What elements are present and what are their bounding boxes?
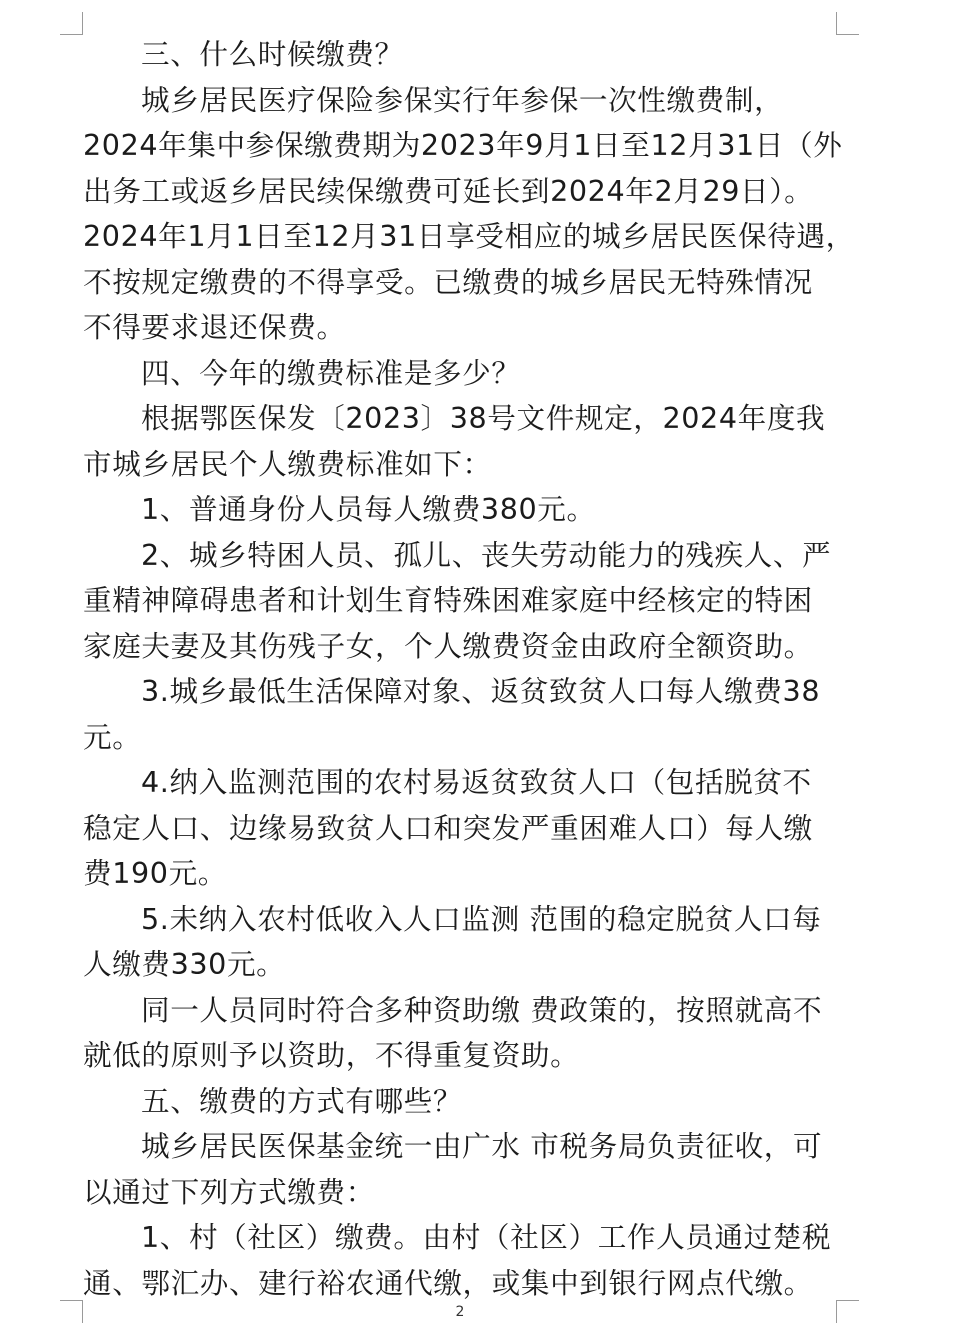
page-number: 2 — [455, 1304, 465, 1320]
paragraph-line: 就低的原则予以资助，不得重复资助。 — [83, 1038, 580, 1072]
paragraph-line: 出务工或返乡居民续保缴费可延长到2024年2月29日）。 — [83, 173, 814, 208]
paragraph-line: 家庭夫妻及其伤残子女，个人缴费资金由政府全额资助。 — [83, 628, 813, 663]
paragraph-line: 2024年集中参保缴费期为2023年9月1日至12月31日（外 — [83, 128, 843, 162]
paragraph-line: 市城乡居民个人缴费标准如下： — [83, 446, 492, 481]
paragraph-line: 通、鄂汇办、建行裕农通代缴，或集中到银行网点代缴。 — [83, 1265, 813, 1300]
paragraph-line: 2024年1月1日至12月31日享受相应的城乡居民医保待遇， — [83, 219, 855, 253]
paragraph-line: 稳定人口、边缘易致贫人口和突发严重困难人口）每人缴 — [83, 810, 813, 845]
paragraph-line: 不按规定缴费的不得享受。已缴费的城乡居民无特殊情况 — [83, 264, 813, 299]
document-body — [83, 32, 855, 1306]
paragraph-line: 人缴费330元。 — [83, 947, 286, 981]
section-heading-5: 五、缴费的方式有哪些？ — [141, 1083, 463, 1118]
list-item-3: 3.城乡最低生活保障对象、返贫致贫人口每人缴费38 — [141, 674, 821, 708]
list-item-payment-1: 1、村（社区）缴费。由村（社区）工作人员通过楚税 — [141, 1220, 832, 1254]
paragraph-line: 城乡居民医疗保险参保实行年参保一次性缴费制， — [141, 82, 784, 117]
list-item-4: 4.纳入监测范围的农村易返贫致贫人口（包括脱贫不 — [141, 765, 812, 799]
list-item-5: 5.未纳入农村低收入人口监测 范围的稳定脱贫人口每 — [141, 901, 822, 936]
section-heading-4: 四、今年的缴费标准是多少？ — [141, 355, 521, 390]
paragraph-line: 重精神障碍患者和计划生育特殊困难家庭中经核定的特困 — [83, 583, 813, 617]
paragraph-line: 城乡居民医保基金统一由广水 市税务局负责征收，可 — [141, 1129, 823, 1163]
paragraph-line: 以通过下列方式缴费： — [83, 1174, 375, 1209]
crop-mark-bottom-left — [60, 1300, 83, 1323]
crop-mark-top-left — [60, 12, 83, 35]
list-item-2: 2、城乡特困人员、孤儿、丧失劳动能力的残疾人、严 — [141, 537, 832, 572]
paragraph-line: 同一人员同时符合多种资助缴 费政策的，按照就高不 — [141, 992, 823, 1027]
paragraph-line: 不得要求退还保费。 — [83, 310, 346, 344]
section-heading-3: 三、什么时候缴费？ — [141, 37, 404, 71]
paragraph-line: 元。 — [83, 719, 142, 754]
paragraph-line: 费190元。 — [83, 856, 227, 890]
paragraph-line: 根据鄂医保发〔2023〕38号文件规定，2024年度我 — [141, 401, 826, 435]
list-item-1: 1、普通身份人员每人缴费380元。 — [141, 492, 596, 526]
